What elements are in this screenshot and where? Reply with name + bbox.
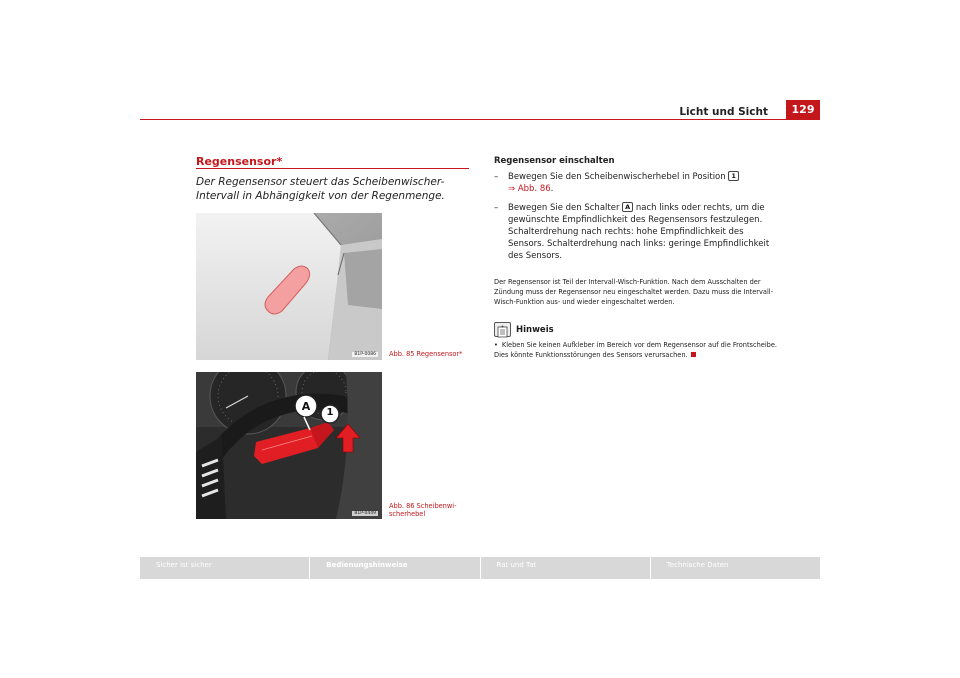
- page-header-title: Licht und Sicht: [679, 106, 768, 118]
- notepad-icon: [495, 325, 510, 338]
- figure-85-caption: Abb. 85 Regensensor*: [389, 350, 463, 358]
- step-dash: –: [494, 172, 499, 182]
- callout-a-label: A: [301, 400, 311, 413]
- note-header: [494, 322, 554, 337]
- step-1: [494, 171, 780, 195]
- footer-tab-technik[interactable]: Technische Daten: [666, 561, 729, 569]
- step-text: [508, 171, 780, 195]
- footer-tab-bedienung[interactable]: Bedienungshinweise: [326, 561, 408, 569]
- position-1-key: 1: [728, 171, 739, 181]
- step-dash: –: [494, 203, 499, 213]
- note-text: Kleben Sie keinen Aufkleber im Bereich vor dem Regensensor auf die Frontscheibe. Dies könnte Funktionsstörungen des Sensors verursachen.: [494, 341, 777, 359]
- figure-code: B1P-0449: [354, 511, 376, 516]
- rain-sensor-illustration: [196, 213, 382, 360]
- footer-tab-rat[interactable]: Rat und Tat: [496, 561, 537, 569]
- note-title: Hinweis: [516, 324, 554, 335]
- section-rule: [196, 168, 469, 169]
- header-rule: [140, 119, 820, 120]
- step-text-after: nach links oder rechts, um die gewünschte Empfindlichkeit des Regensensors festzulegen. Schalterdrehung nach rechts: hohe Empfindlichkeit des Sensors. Schalterdrehung nach links: geringe Empfindlichkeit des Sensors.: [508, 203, 770, 261]
- step-text-after: .: [550, 184, 554, 194]
- figure-wiper-lever: [196, 372, 382, 519]
- step-text-before: Bewegen Sie den Scheibenwischerhebel in Position: [508, 172, 726, 182]
- footer-tab-sicher[interactable]: Sicher ist sicher: [156, 561, 212, 569]
- note-bullet: •: [494, 341, 498, 349]
- figure-link[interactable]: ⇒ Abb. 86: [508, 184, 551, 194]
- footer-nav: [140, 557, 820, 579]
- figure-86-caption: Abb. 86 Scheibenwi-scherhebel: [389, 502, 457, 518]
- note-icon: [494, 322, 511, 337]
- step-text: [508, 202, 780, 262]
- subheading: Regensensor einschalten: [494, 156, 615, 166]
- section-title: Regensensor*: [196, 155, 283, 168]
- switch-a-key: A: [622, 202, 633, 212]
- page-number: 129: [786, 100, 820, 120]
- section-end-marker: [691, 352, 696, 357]
- figure-code: B1P-0086: [354, 352, 376, 357]
- note-body: [494, 340, 780, 360]
- wiper-lever-illustration: [196, 372, 382, 519]
- section-intro: Der Regensensor steuert das Scheibenwischer-Intervall in Abhängigkeit von der Regenmenge.: [196, 176, 445, 202]
- step-text-before: Bewegen Sie den Schalter: [508, 203, 620, 213]
- callout-1-label: 1: [326, 407, 334, 418]
- step-2: [494, 202, 780, 262]
- info-paragraph: Der Regensensor ist Teil der Intervall-Wisch-Funktion. Nach dem Ausschalten der Zündung muss der Regensensor neu eingeschaltet werden. Dazu muss die Intervall-Wisch-Funktion aus- und wieder eingeschaltet werden.: [494, 278, 773, 306]
- figure-rain-sensor: [196, 213, 382, 360]
